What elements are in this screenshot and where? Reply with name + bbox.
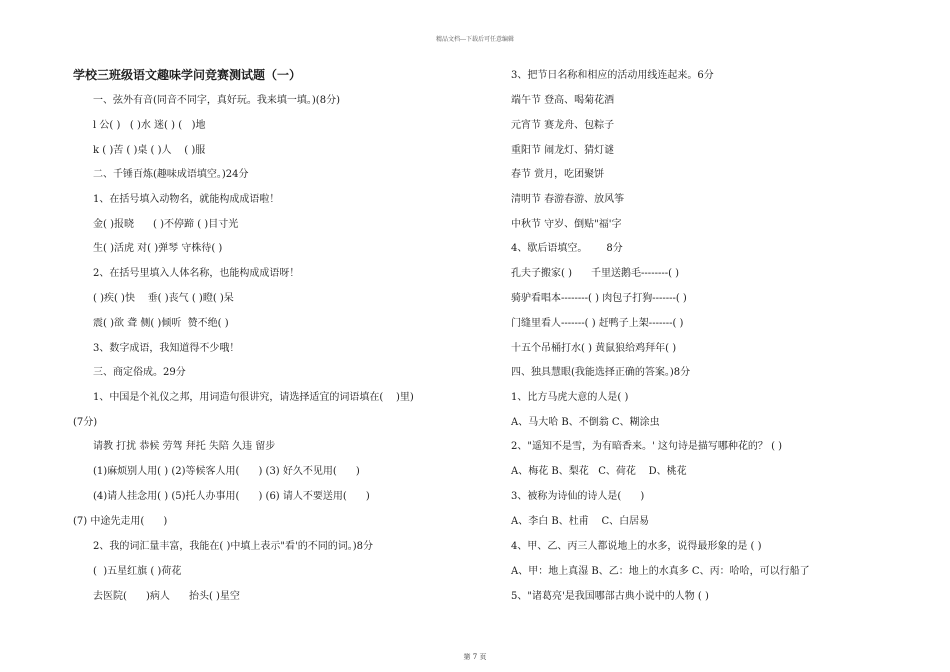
right-line: 4、歇后语填空。 8分 xyxy=(511,243,623,254)
right-line: 元宵节 赛龙舟、包粽子 xyxy=(511,120,615,131)
left-line: 1、在括号填入动物名，就能构成成语啦！ xyxy=(93,194,280,205)
right-line: 清明节 春游春游、放风筝 xyxy=(511,194,625,205)
left-line: 震( )欲 聋 侧( )倾听 赞不绝( ) xyxy=(93,318,229,329)
left-line: (1)麻烦别人用( ) (2)等候客人用( ) (3) 好久不见用( ) xyxy=(93,466,360,477)
right-line: 3、把节日名称和相应的活动用线连起来。6分 xyxy=(511,70,714,81)
left-line: k ( )苦 ( )桌 ( )人 ( )服 xyxy=(93,145,206,156)
left-line: 二、千锤百炼(趣味成语填空。)24分 xyxy=(93,169,249,180)
left-line: 三、商定俗成。29分 xyxy=(93,367,186,378)
right-line: 5、"诸葛亮'是我国哪部古典小说中的人物 ( ) xyxy=(511,591,709,602)
left-line: 2、在括号里填入人体名称，也能构成成语呀！ xyxy=(93,268,300,279)
left-line: 2、我的词汇量丰富，我能在( )中填上表示"看'的不同的词。)8分 xyxy=(93,541,373,552)
right-line: A、马大哈 B、不倒翁 C、糊涂虫 xyxy=(511,417,660,428)
page-number: 第 7 页 xyxy=(463,653,487,661)
left-line: 请教 打扰 恭候 劳驾 拜托 失陪 久违 留步 xyxy=(93,441,276,452)
left-line: 3、数字成语，我知道得不少哦！ xyxy=(93,343,240,354)
left-line: (7分) xyxy=(73,417,98,428)
right-line: A、甲：地上真湿 B、乙：地上的水真多 C、丙：哈哈，可以行船了 xyxy=(511,566,810,577)
left-line: 去医院( )病人 抬头( )星空 xyxy=(93,591,240,602)
exam-title: 学校三班级语文趣味学问竞赛测试题（一） xyxy=(73,68,302,82)
right-line: 孔夫子搬家( ) 千里送鹅毛--------( ) xyxy=(511,268,680,279)
left-line: 1、中国是个礼仪之邦，用词造句很讲究，请选择适宜的词语填在( )里) xyxy=(93,392,414,403)
right-line: 端午节 登高、喝菊花酒 xyxy=(511,95,615,106)
left-line: (4)请人挂念用( ) (5)托人办事用( ) (6) 请人不要送用( ) xyxy=(93,491,370,502)
right-line: A、梅花 B、梨花 C、荷花 D、桃花 xyxy=(511,466,687,477)
left-line: 一、弦外有音(同音不同字，真好玩。我来填一填。)(8分) xyxy=(93,95,340,106)
left-line: 生( )活虎 对( )弹琴 守株待( ) xyxy=(93,243,223,254)
left-line: ( )五星红旗 ( )荷花 xyxy=(93,566,182,577)
page-header-note: 精品文档---下载后可任意编辑 xyxy=(435,36,515,43)
left-line: (7) 中途先走用( ) xyxy=(73,516,168,527)
right-line: A、李白 B、杜甫 C、白居易 xyxy=(511,516,650,527)
right-line: 重阳节 闹龙灯、猜灯谜 xyxy=(511,145,615,156)
right-line: 门缝里看人-------( ) 赶鸭子上架-------( ) xyxy=(511,318,684,329)
right-line: 骑驴看唱本--------( ) 肉包子打狗-------( ) xyxy=(511,293,687,304)
left-line: l 公( ) ( )水 迷( ) ( )地 xyxy=(93,120,206,131)
right-line: 1、比方马虎大意的人是( ) xyxy=(511,392,629,403)
right-line: 3、被称为诗仙的诗人是( ) xyxy=(511,491,645,502)
right-line: 4、甲、乙、丙三人都说地上的水多，说得最形象的是 ( ) xyxy=(511,541,762,552)
left-line: 金( )报晓 ( )不停蹄 ( )目寸光 xyxy=(93,219,239,230)
right-line: 2、"遥知不是雪，为有暗香来。' 这句诗是描写哪种花的？ ( ) xyxy=(511,441,783,452)
right-line: 十五个吊桶打水( ) 黄鼠狼给鸡拜年( ) xyxy=(511,343,677,354)
left-line: ( )疾( )快 垂( )丧气 ( )瞪( )呆 xyxy=(93,293,234,304)
right-line: 中秋节 守岁、倒贴"福'字 xyxy=(511,219,622,230)
right-line: 四、独具慧眼(我能选择正确的答案。)8分 xyxy=(511,367,691,378)
right-line: 春节 赏月，吃团聚饼 xyxy=(511,169,605,180)
